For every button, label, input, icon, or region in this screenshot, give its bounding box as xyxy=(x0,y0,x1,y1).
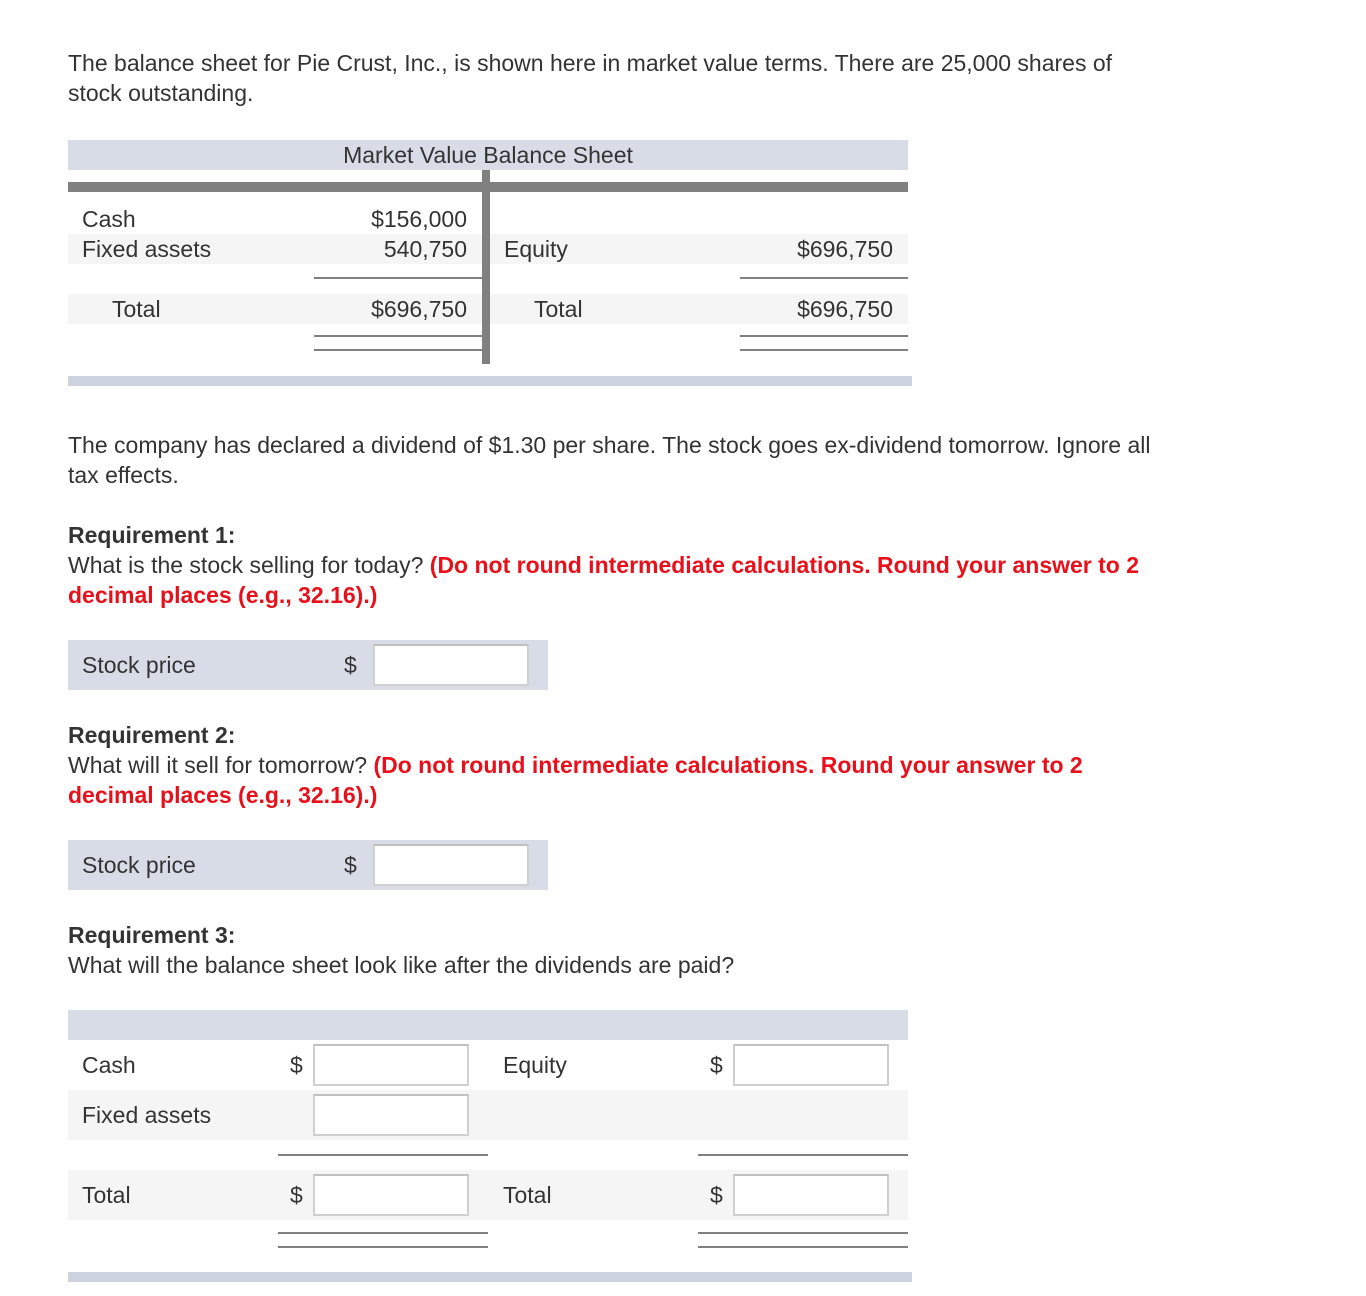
subtotal-rule xyxy=(314,277,482,279)
requirement-1 xyxy=(68,520,1139,610)
requirement-2 xyxy=(68,720,1083,810)
answer-sheet-footer xyxy=(68,1272,912,1282)
dollar-sign: $ xyxy=(710,1182,723,1208)
double-rule xyxy=(314,349,482,351)
intro-line-2: stock outstanding. xyxy=(68,80,254,106)
answer-fixed-assets-label: Fixed assets xyxy=(82,1102,212,1128)
dividend-text xyxy=(68,430,1150,490)
requirement-3-heading: Requirement 3: xyxy=(68,922,236,948)
requirement-2-instruction: (Do not round intermediate calculations. Round your answer to 2 xyxy=(373,752,1083,778)
answer-liabilities-total-label: Total xyxy=(503,1182,552,1208)
answer-fixed-assets-input[interactable] xyxy=(313,1094,469,1136)
answer-cash-input[interactable] xyxy=(313,1044,469,1086)
answer-cash-label: Cash xyxy=(82,1052,136,1078)
balance-sheet-title: Market Value Balance Sheet xyxy=(343,142,633,168)
double-rule xyxy=(740,335,908,337)
requirement-2-instruction-cont: decimal places (e.g., 32.16).) xyxy=(68,782,378,808)
dollar-sign: $ xyxy=(710,1052,723,1078)
requirement-3 xyxy=(68,920,734,980)
fixed-assets-value: 540,750 xyxy=(383,236,467,262)
requirement-1-instruction: (Do not round intermediate calculations. Round your answer to 2 xyxy=(429,552,1140,578)
stock-price-today-input[interactable] xyxy=(373,644,529,686)
assets-total-value: $696,750 xyxy=(371,296,467,322)
requirement-2-question: What will it sell for tomorrow? xyxy=(68,752,374,778)
requirement-1-question: What is the stock selling for today? xyxy=(68,552,430,578)
double-rule xyxy=(314,335,482,337)
dollar-sign: $ xyxy=(290,1182,303,1208)
liabilities-total-value: $696,750 xyxy=(797,296,893,322)
equity-value: $696,750 xyxy=(797,236,893,262)
requirement-2-heading: Requirement 2: xyxy=(68,722,236,748)
subtotal-rule xyxy=(698,1154,908,1156)
balance-sheet-footer xyxy=(68,376,912,386)
fixed-assets-label: Fixed assets xyxy=(82,236,212,262)
double-rule xyxy=(278,1232,488,1234)
requirement-3-question: What will the balance sheet look like after the dividends are paid? xyxy=(68,952,735,978)
subtotal-rule xyxy=(278,1154,488,1156)
intro-line-1: The balance sheet for Pie Crust, Inc., is shown here in market value terms. There are 25,000 shares of xyxy=(68,50,1113,76)
dividend-line-1: The company has declared a dividend of $1.30 per share. The stock goes ex-dividend tomorrow. Ignore all xyxy=(68,432,1151,458)
intro-text xyxy=(68,48,1112,108)
dividend-line-2: tax effects. xyxy=(68,462,179,488)
double-rule xyxy=(698,1232,908,1234)
assets-total-label: Total xyxy=(112,296,161,322)
balance-sheet-divider xyxy=(482,170,490,364)
answer-liabilities-total-input[interactable] xyxy=(733,1174,889,1216)
answer-sheet-header xyxy=(68,1010,908,1040)
dollar-sign: $ xyxy=(344,652,357,678)
dollar-sign: $ xyxy=(344,852,357,878)
answer-equity-input[interactable] xyxy=(733,1044,889,1086)
stock-price-tomorrow-input[interactable] xyxy=(373,844,529,886)
requirement-1-heading: Requirement 1: xyxy=(68,522,236,548)
subtotal-rule xyxy=(740,277,908,279)
answer-assets-total-label: Total xyxy=(82,1182,131,1208)
stock-price-today-label: Stock price xyxy=(82,652,196,678)
double-rule xyxy=(698,1246,908,1248)
requirement-1-instruction-cont: decimal places (e.g., 32.16).) xyxy=(68,582,378,608)
stock-price-tomorrow-label: Stock price xyxy=(82,852,196,878)
double-rule xyxy=(278,1246,488,1248)
cash-value: $156,000 xyxy=(371,206,467,232)
cash-label: Cash xyxy=(82,206,136,232)
double-rule xyxy=(740,349,908,351)
equity-label: Equity xyxy=(504,236,568,262)
answer-equity-label: Equity xyxy=(503,1052,567,1078)
dollar-sign: $ xyxy=(290,1052,303,1078)
liabilities-total-label: Total xyxy=(534,296,583,322)
answer-assets-total-input[interactable] xyxy=(313,1174,469,1216)
